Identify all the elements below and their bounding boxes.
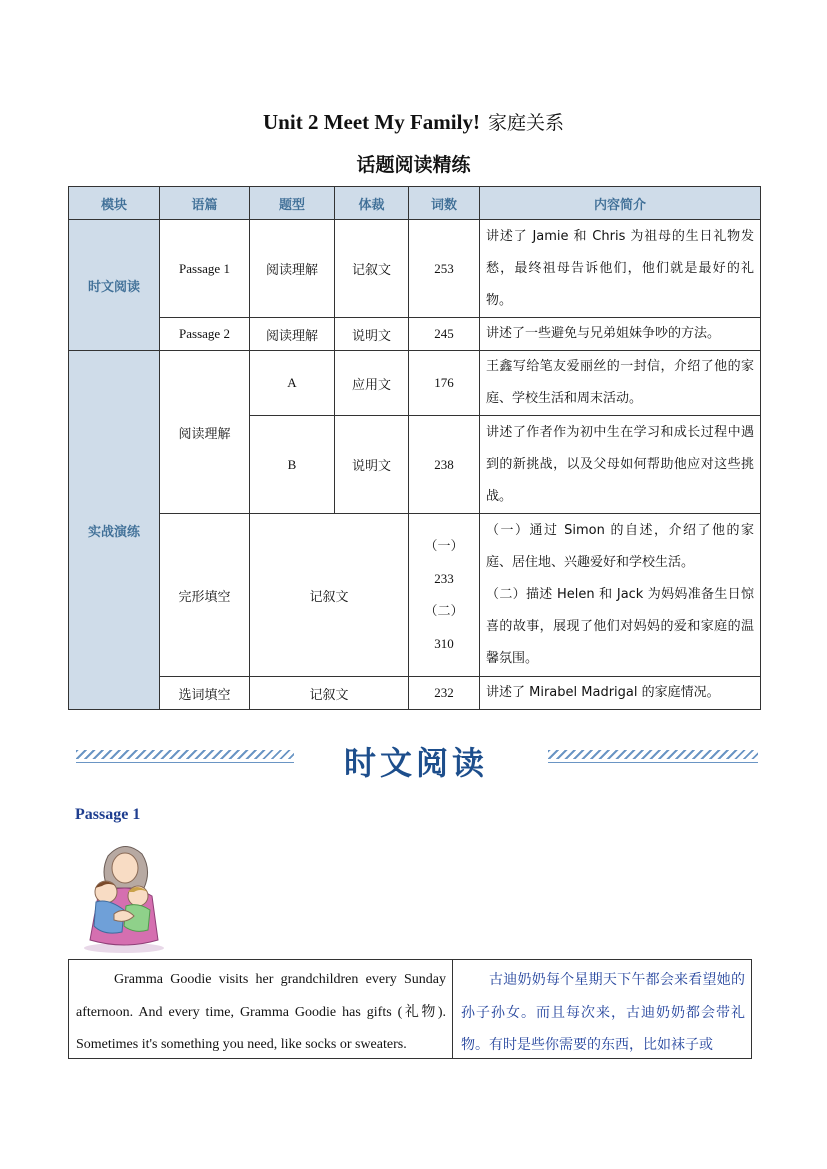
column-header: 语篇 [160,187,250,220]
type-cell: A [250,351,335,416]
desc-cell: 王鑫写给笔友爱丽丝的一封信，介绍了他的家庭、学校生活和周末活动。 [480,351,761,416]
words-cell: 253 [409,220,480,318]
passage-english: Gramma Goodie visits her grandchildren every Sunday afternoon. And every time, Gramma Goodie has gifts (礼物). Sometimes it's something you need, like socks or sweaters. [69,960,453,1058]
words-value: 233 [434,570,454,586]
words-cell [409,514,480,677]
column-header: 模块 [69,187,160,220]
type-cell: 阅读理解 [250,220,335,318]
passage-box [68,959,752,1059]
module-cell: 实战演练 [69,351,160,710]
table-row [69,677,761,710]
passage-cell: Passage 2 [160,318,250,351]
passage-chinese: 古迪奶奶每个星期天下午都会来看望她的孙子孙女。而且每次来，古迪奶奶都会带礼物。有时是些你需要的东西，比如袜子或 [461,972,745,1053]
title-chinese: 家庭关系 [487,112,564,134]
desc-part: （一）通过 Simon 的自述，介绍了他的家庭、居住地、兴趣爱好和学校生活。 [486,523,754,570]
column-header: 内容简介 [480,187,761,220]
words-cell: 232 [409,677,480,710]
title-english: Unit 2 Meet My Family! [263,110,480,134]
page-title [0,108,827,135]
desc-cell: 讲述了 Mirabel Madrigal 的家庭情况。 [480,677,761,710]
table-row [69,514,761,677]
words-cell: 176 [409,351,480,416]
words-cell: 238 [409,416,480,514]
passage-cell: 阅读理解 [160,351,250,514]
column-header: 题型 [250,187,335,220]
type-cell: 阅读理解 [250,318,335,351]
words-label: （一） [424,538,464,553]
banner-title: 时文阅读 [343,744,488,782]
passage-cell: 选词填空 [160,677,250,710]
table-header-row [69,187,761,220]
desc-cell: 讲述了 Jamie 和 Chris 为祖母的生日礼物发愁，最终祖母告诉他们，他们就是最好的礼物。 [480,220,761,318]
desc-cell [480,514,761,677]
column-header: 体裁 [335,187,409,220]
passage-label: Passage 1 [75,806,141,823]
table-row [69,318,761,351]
table-row [69,351,761,416]
passage-cell: 完形填空 [160,514,250,677]
desc-cell: 讲述了一些避免与兄弟姐妹争吵的方法。 [480,318,761,351]
genre-cell: 记叙文 [250,514,409,677]
words-label: （二） [424,603,464,618]
page-subtitle: 话题阅读精练 [356,154,471,176]
desc-part: （二）描述 Helen 和 Jack 为妈妈准备生日惊喜的故事，展现了他们对妈妈的爱和家庭的温馨氛围。 [486,587,754,666]
words-value: 310 [434,635,454,651]
genre-cell: 记叙文 [250,677,409,710]
type-cell: B [250,416,335,514]
table-row [69,220,761,318]
column-header: 词数 [409,187,480,220]
passage-cell: Passage 1 [160,220,250,318]
section-banner [76,738,758,782]
words-cell: 245 [409,318,480,351]
genre-cell: 说明文 [335,318,409,351]
banner-decoration-left [76,750,294,759]
genre-cell: 说明文 [335,416,409,514]
summary-table [68,186,761,710]
banner-decoration-right [548,750,758,759]
genre-cell: 记叙文 [335,220,409,318]
module-cell: 时文阅读 [69,220,160,351]
genre-cell: 应用文 [335,351,409,416]
desc-cell: 讲述了作者作为初中生在学习和成长过程中遇到的新挑战，以及父母如何帮助他应对这些挑战。 [480,416,761,514]
grandmother-hugging-children-illustration [78,836,170,954]
